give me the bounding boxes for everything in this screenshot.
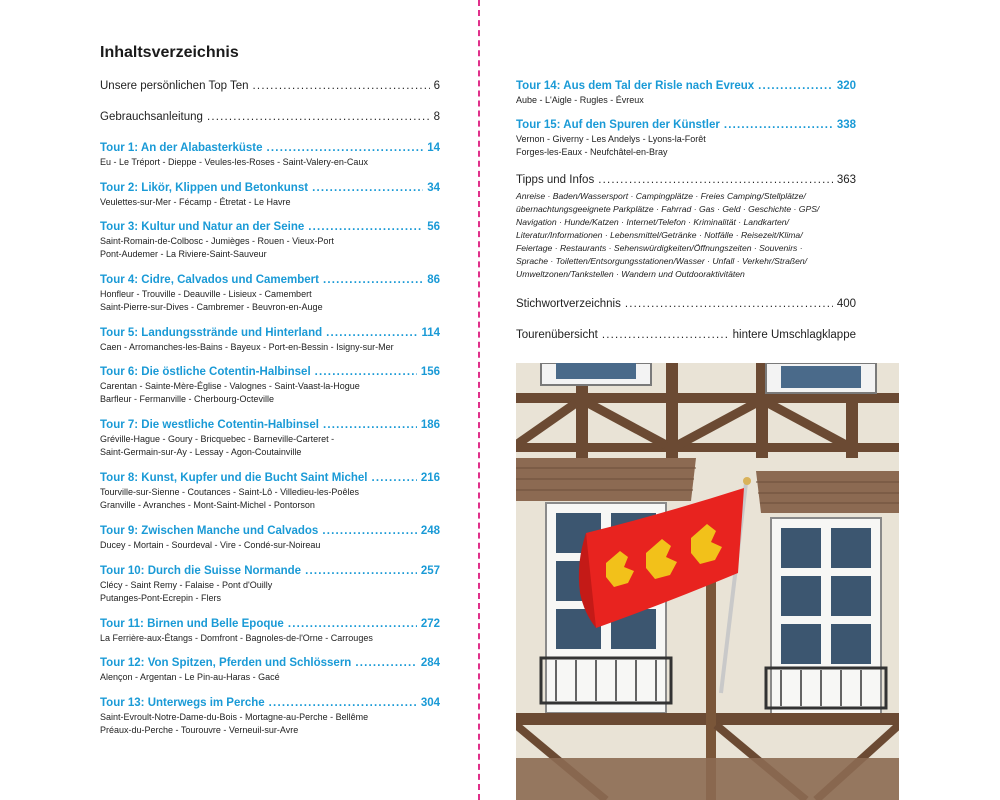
places-line: Forges-les-Eaux - Neufchâtel-en-Bray <box>516 147 668 157</box>
entry-label: Tourenübersicht <box>516 329 598 341</box>
toc-tour-11[interactable] <box>100 618 440 645</box>
topics-line: übernachtungsgeeignete Parkplätze · Fahrrad · Gas · Geld · Geschichte · GPS/ <box>516 204 820 214</box>
entry-page: 6 <box>433 80 440 92</box>
toc-tour-14[interactable] <box>516 80 856 107</box>
places-line: Putanges-Pont-Ecrepin - Flers <box>100 593 222 603</box>
tipps-topics <box>516 190 856 281</box>
toc-tour-9[interactable] <box>100 525 440 552</box>
toc-entry-tourenuebersicht[interactable] <box>516 329 856 341</box>
tour-places <box>100 288 440 314</box>
places-line: Eu - Le Tréport - Dieppe - Veules-les-Roses - Saint-Valery-en-Caux <box>100 157 368 167</box>
places-line: Ducey - Mortain - Sourdeval - Vire - Condé-sur-Noireau <box>100 540 321 550</box>
places-line: Pont-Audemer - La Riviere-Saint-Sauveur <box>100 249 267 259</box>
tour-label: Tour 4: Cidre, Calvados und Camembert <box>100 274 319 286</box>
leader-dots <box>312 182 423 194</box>
tour-places <box>100 671 440 684</box>
places-line: Saint-Evroult-Notre-Dame-du-Bois - Mortagne-au-Perche - Bellême <box>100 712 369 722</box>
toc-tour-5[interactable] <box>100 327 440 354</box>
places-line: Aube - L'Aigle - Rugles - Évreux <box>516 95 644 105</box>
toc-tour-2[interactable] <box>100 182 440 209</box>
tour-label: Tour 14: Aus dem Tal der Risle nach Évreux <box>516 80 755 92</box>
tour-label: Tour 15: Auf den Spuren der Künstler <box>516 119 720 131</box>
tour-page: 34 <box>427 182 440 194</box>
toc-tour-4[interactable] <box>100 274 440 314</box>
leader-dots <box>323 274 423 286</box>
tour-title <box>516 80 856 92</box>
tour-page: 248 <box>420 525 440 537</box>
tour-label: Tour 7: Die westliche Cotentin-Halbinsel <box>100 419 319 431</box>
tipps-heading <box>516 174 856 186</box>
tour-places <box>100 486 440 512</box>
tour-places <box>100 380 440 406</box>
tour-places <box>100 579 440 605</box>
toc-tour-8[interactable] <box>100 472 440 512</box>
tour-places <box>516 94 856 107</box>
topics-line: Navigation · Hunde/Katzen · Internet/Telefon · Kriminalität · Landkarten/ <box>516 217 789 227</box>
places-line: Gréville-Hague - Goury - Bricquebec - Barneville-Carteret - <box>100 434 335 444</box>
tour-page: 257 <box>420 565 440 577</box>
tour-title <box>100 618 440 630</box>
tour-label: Tour 3: Kultur und Natur an der Seine <box>100 221 305 233</box>
leader-dots <box>602 329 729 341</box>
tour-places <box>100 433 440 459</box>
topics-line: Sprache · Toiletten/Entsorgungsstationen/Wasser · Unfall · Verkehr/Straßen/ <box>516 256 808 266</box>
tour-page: 272 <box>420 618 440 630</box>
tour-title <box>100 142 440 154</box>
page-title: Inhaltsverzeichnis <box>100 44 239 61</box>
tour-label: Tour 5: Landungsstrände und Hinterland <box>100 327 323 339</box>
tour-label: Tour 8: Kunst, Kupfer und die Bucht Saint Michel <box>100 472 368 484</box>
tour-title <box>100 565 440 577</box>
leader-dots <box>371 472 416 484</box>
topics-line: Umweltzonen/Tankstellen · Wandern und Outdooraktivitäten <box>516 269 745 279</box>
tour-places <box>100 235 440 261</box>
entry-page: 8 <box>433 111 440 123</box>
places-line: Saint-Pierre-sur-Dives - Cambremer - Beuvron-en-Auge <box>100 302 323 312</box>
tour-page: 338 <box>836 119 856 131</box>
toc-tipps-und-infos[interactable] <box>516 174 856 281</box>
leader-dots <box>758 80 833 92</box>
topics-line: Literatur/Informationen · Lebensmittel/Getränke · Notfälle · Reisezeit/Klima/ <box>516 230 803 240</box>
places-line: Barfleur - Fermanville - Cherbourg-Octeville <box>100 394 275 404</box>
entry-label: Tipps und Infos <box>516 174 595 186</box>
tour-label: Tour 12: Von Spitzen, Pferden und Schlössern <box>100 657 352 669</box>
places-line: Saint-Romain-de-Colbosc - Jumièges - Rouen - Vieux-Port <box>100 236 334 246</box>
tour-label: Tour 2: Likör, Klippen und Betonkunst <box>100 182 309 194</box>
places-line: Tourville-sur-Sienne - Coutances - Saint-Lô - Villedieu-les-Poêles <box>100 487 359 497</box>
places-line: Vernon - Giverny - Les Andelys - Lyons-la-Forêt <box>516 134 706 144</box>
tour-title <box>100 182 440 194</box>
tour-label: Tour 10: Durch die Suisse Normande <box>100 565 302 577</box>
tour-title <box>100 327 440 339</box>
leader-dots <box>267 142 424 154</box>
tour-page: 186 <box>420 419 440 431</box>
tour-title <box>100 274 440 286</box>
leader-dots <box>308 221 423 233</box>
tour-label: Tour 6: Die östliche Cotentin-Halbinsel <box>100 366 311 378</box>
tour-label: Tour 13: Unterwegs im Perche <box>100 697 265 709</box>
entry-label: Gebrauchsanleitung <box>100 111 203 123</box>
places-line: Veulettes-sur-Mer - Fécamp - Étretat - Le Havre <box>100 197 291 207</box>
tour-label: Tour 11: Birnen und Belle Époque <box>100 618 284 630</box>
entry-label: Unsere persönlichen Top Ten <box>100 80 249 92</box>
places-line: La Ferrière-aux-Étangs - Domfront - Bagnoles-de-l'Orne - Carrouges <box>100 633 373 643</box>
leader-dots <box>326 327 417 339</box>
tour-page: 156 <box>420 366 440 378</box>
tour-places <box>100 196 440 209</box>
tour-label: Tour 9: Zwischen Manche und Calvados <box>100 525 319 537</box>
tour-places <box>100 632 440 645</box>
toc-tour-6[interactable] <box>100 366 440 406</box>
leader-dots <box>315 366 417 378</box>
leader-dots <box>253 80 430 92</box>
tour-places <box>100 341 440 354</box>
leader-dots <box>625 298 833 310</box>
leader-dots <box>288 618 417 630</box>
tour-title <box>100 697 440 709</box>
flag-on-timber-house-illustration <box>516 363 899 800</box>
tour-page: 114 <box>421 327 440 339</box>
tour-page: 56 <box>427 221 440 233</box>
tour-page: 216 <box>420 472 440 484</box>
tour-label: Tour 1: An der Alabasterküste <box>100 142 263 154</box>
tour-places <box>100 156 440 169</box>
tour-places <box>516 133 856 159</box>
entry-page: hintere Umschlagklappe <box>732 329 856 341</box>
entry-label: Stichwortverzeichnis <box>516 298 621 310</box>
left-page <box>0 0 478 800</box>
tour-title <box>100 221 440 233</box>
toc-entry-top-ten[interactable] <box>100 80 440 92</box>
leader-dots <box>355 657 416 669</box>
tour-title <box>100 657 440 669</box>
leader-dots <box>207 111 430 123</box>
leader-dots <box>323 419 417 431</box>
tour-places <box>100 711 440 737</box>
normandy-flag-photo <box>516 363 899 800</box>
leader-dots <box>724 119 833 131</box>
places-line: Alençon - Argentan - Le Pin-au-Haras - Gacé <box>100 672 280 682</box>
tour-title <box>100 472 440 484</box>
places-line: Clécy - Saint Remy - Falaise - Pont d'Ouilly <box>100 580 273 590</box>
tour-page: 284 <box>420 657 440 669</box>
tour-places <box>100 539 440 552</box>
leader-dots <box>269 697 417 709</box>
leader-dots <box>598 174 833 186</box>
tour-title <box>516 119 856 131</box>
tour-page: 86 <box>427 274 440 286</box>
tour-page: 320 <box>836 80 856 92</box>
toc-tour-1[interactable] <box>100 142 440 169</box>
toc-entry-gebrauchsanleitung[interactable] <box>100 111 440 123</box>
tour-title <box>100 366 440 378</box>
toc-tour-12[interactable] <box>100 657 440 684</box>
places-line: Granville - Avranches - Mont-Saint-Michel - Pontorson <box>100 500 315 510</box>
places-line: Carentan - Sainte-Mère-Église - Valognes - Saint-Vaast-la-Hogue <box>100 381 360 391</box>
leader-dots <box>305 565 417 577</box>
places-line: Saint-Germain-sur-Ay - Lessay - Agon-Coutainville <box>100 447 302 457</box>
places-line: Préaux-du-Perche - Tourouvre - Verneuil-sur-Avre <box>100 725 299 735</box>
topics-line: Feiertage · Restaurants · Sehenswürdigkeiten/Öffnungszeiten · Souvenirs · <box>516 243 803 253</box>
toc-tour-3[interactable] <box>100 221 440 261</box>
page-divider <box>478 0 480 800</box>
toc-entry-stichwortverzeichnis[interactable] <box>516 298 856 310</box>
leader-dots <box>322 525 416 537</box>
toc-tour-15[interactable] <box>516 119 856 159</box>
tour-page: 304 <box>420 697 440 709</box>
tour-page: 14 <box>427 142 440 154</box>
topics-line: Anreise · Baden/Wassersport · Campingplätze · Freies Camping/Stellplätze/ <box>516 191 806 201</box>
toc-tour-7[interactable] <box>100 419 440 459</box>
toc-tour-10[interactable] <box>100 565 440 605</box>
places-line: Honfleur - Trouville - Deauville - Lisieux - Camembert <box>100 289 312 299</box>
tour-title <box>100 525 440 537</box>
tour-title <box>100 419 440 431</box>
entry-page: 400 <box>836 298 856 310</box>
entry-page: 363 <box>836 174 856 186</box>
toc-tour-13[interactable] <box>100 697 440 737</box>
places-line: Caen - Arromanches-les-Bains - Bayeux - Port-en-Bessin - Isigny-sur-Mer <box>100 342 394 352</box>
